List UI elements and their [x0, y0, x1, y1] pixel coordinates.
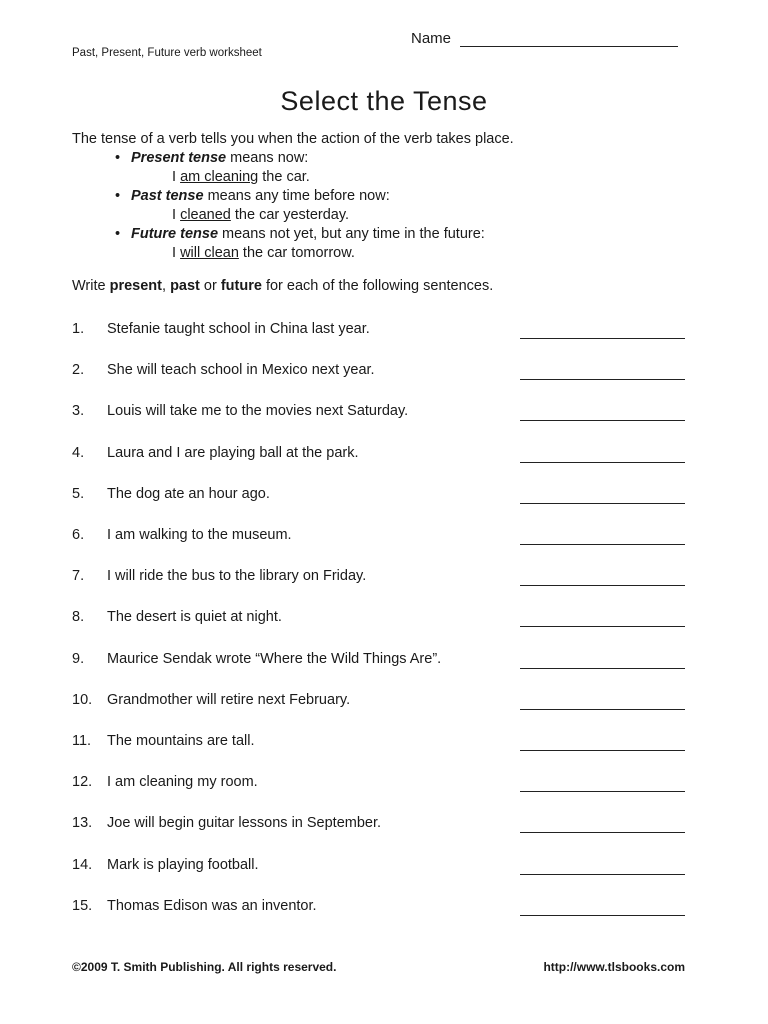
question-text: The desert is quiet at night.	[107, 609, 282, 625]
answer-blank[interactable]	[520, 544, 685, 545]
example-present	[172, 169, 310, 185]
question-number: 5.	[72, 486, 85, 502]
bullet-icon: •	[115, 150, 121, 166]
copyright-text: ©2009 T. Smith Publishing. All rights reserved.	[72, 960, 337, 974]
example-pre: I	[172, 245, 181, 261]
answer-blank[interactable]	[520, 379, 685, 380]
question-number: 1.	[72, 321, 85, 337]
question-number: 8.	[72, 609, 85, 625]
instr-present: present	[109, 278, 162, 294]
question-text: Louis will take me to the movies next Saturday.	[107, 403, 409, 419]
term-past: Past tense	[131, 188, 204, 204]
question-text: Stefanie taught school in China last year.	[107, 321, 370, 337]
answer-blank[interactable]	[520, 338, 685, 339]
question-number: 12.	[72, 774, 93, 790]
example-pre: I	[172, 169, 181, 185]
example-pre: I	[172, 207, 181, 223]
question-text: Joe will begin guitar lessons in September.	[107, 815, 382, 831]
term-desc: means any time before now:	[203, 188, 390, 204]
bullet-definition-future	[131, 226, 485, 242]
question-text: Maurice Sendak wrote “Where the Wild Things Are”.	[107, 651, 442, 667]
question-number: 14.	[72, 857, 93, 873]
question-text: Mark is playing football.	[107, 857, 259, 873]
question-text: I am cleaning my room.	[107, 774, 258, 790]
example-verb: am cleaning	[180, 169, 259, 185]
term-present: Present tense	[131, 150, 227, 166]
answer-blank[interactable]	[520, 915, 685, 916]
intro-text: The tense of a verb tells you when the action of the verb takes place.	[72, 131, 514, 147]
bullet-definition-present	[131, 150, 308, 166]
answer-blank[interactable]	[520, 874, 685, 875]
answer-blank[interactable]	[520, 420, 685, 421]
worksheet-subtitle: Past, Present, Future verb worksheet	[72, 47, 262, 59]
term-desc: means not yet, but any time in the future:	[218, 226, 485, 242]
bullet-icon: •	[115, 226, 121, 242]
question-number: 13.	[72, 815, 93, 831]
example-post: the car.	[258, 169, 310, 185]
instr-sep: or	[199, 278, 221, 294]
answer-blank[interactable]	[520, 791, 685, 792]
answer-blank[interactable]	[520, 503, 685, 504]
question-number: 11.	[72, 733, 92, 749]
name-label: Name	[411, 30, 452, 47]
term-desc: means now:	[226, 150, 309, 166]
answer-blank[interactable]	[520, 668, 685, 669]
question-number: 15.	[72, 898, 93, 914]
question-number: 2.	[72, 362, 85, 378]
answer-blank[interactable]	[520, 709, 685, 710]
example-post: the car yesterday.	[230, 207, 350, 223]
example-future	[172, 245, 355, 261]
answer-blank[interactable]	[520, 832, 685, 833]
instr-sep: ,	[162, 278, 171, 294]
question-number: 10.	[72, 692, 93, 708]
answer-blank[interactable]	[520, 750, 685, 751]
question-number: 4.	[72, 445, 85, 461]
website-url[interactable]: http://www.tlsbooks.com	[543, 960, 685, 974]
answer-blank[interactable]	[520, 585, 685, 586]
example-verb: will clean	[180, 245, 239, 261]
question-text: I am walking to the museum.	[107, 527, 292, 543]
instr-pre: Write	[72, 278, 110, 294]
question-text: The dog ate an hour ago.	[107, 486, 270, 502]
instructions	[72, 278, 493, 294]
answer-blank[interactable]	[520, 626, 685, 627]
question-text: She will teach school in Mexico next year.	[107, 362, 375, 378]
answer-blank[interactable]	[520, 462, 685, 463]
instr-future: future	[220, 278, 262, 294]
name-field-line[interactable]	[460, 46, 678, 47]
question-number: 9.	[72, 651, 85, 667]
question-text: Grandmother will retire next February.	[107, 692, 351, 708]
question-number: 3.	[72, 403, 85, 419]
example-past	[172, 207, 349, 223]
question-text: I will ride the bus to the library on Friday.	[107, 568, 367, 584]
term-future: Future tense	[131, 226, 219, 242]
question-text: Laura and I are playing ball at the park.	[107, 445, 359, 461]
question-number: 7.	[72, 568, 85, 584]
page-title: Select the Tense	[280, 86, 488, 116]
instr-past: past	[170, 278, 200, 294]
instr-post: for each of the following sentences.	[261, 278, 494, 294]
bullet-icon: •	[115, 188, 121, 204]
example-post: the car tomorrow.	[238, 245, 355, 261]
question-text: The mountains are tall.	[107, 733, 255, 749]
question-number: 6.	[72, 527, 85, 543]
example-verb: cleaned	[180, 207, 231, 223]
bullet-definition-past	[131, 188, 390, 204]
question-text: Thomas Edison was an inventor.	[107, 898, 317, 914]
